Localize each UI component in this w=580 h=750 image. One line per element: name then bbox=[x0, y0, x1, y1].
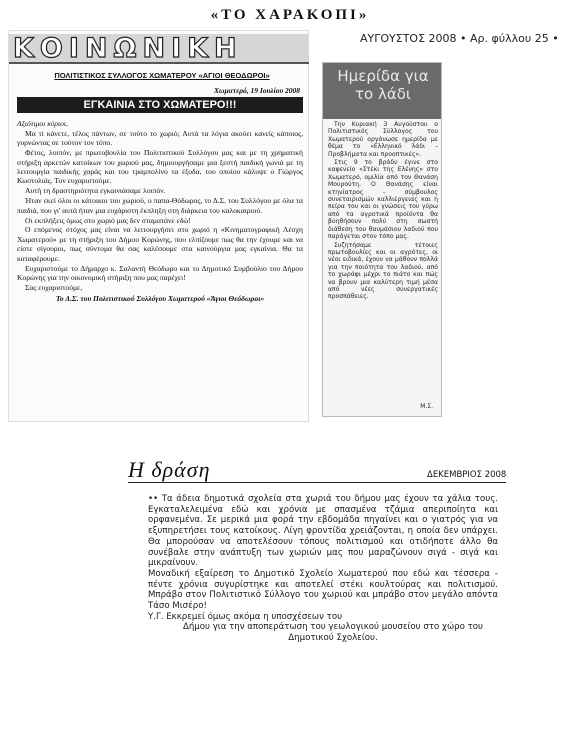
article-clipping-olive-oil bbox=[322, 62, 442, 417]
paragraph: Ο επόμενος στόχος μας είναι να λειτουργήσει στο χωριό η «Κινηματογραφική Λέσχη Χωματερού» με τη στήριξη του Δήμου Κορώνης, που ελπίζουμε πως θα την έχουμε και να είστε σίγουροι, πως σύντομα θα σας καλέσουμε στα καινούργια μας εγκαίνια. Θα τα καταφέρουμε. bbox=[17, 225, 303, 263]
article-clipping-schools bbox=[140, 486, 510, 736]
paragraph: Δήμου για την αποπεράτωση του γεωλογικού μουσείου στο χώρο του Δημοτικού Σχολείου. bbox=[182, 622, 484, 644]
issue-line: ΑΥΓΟΥΣΤΟΣ 2008 • Αρ. φύλλου 25 • bbox=[360, 32, 559, 45]
paragraph: Υ.Γ. Εκκρεμεί όμως ακόμα η υποσχέσεων του bbox=[148, 611, 343, 622]
paragraph: Μοναδική εξαίρεση το Δημοτικό Σχολείο Χωματερού που εδώ και τέσσερα - πέντε χρόνια συγυρίστηκε και αποτελεί στέκι κουλτούρας και πολιτισμού. Μπράβο στον Πολιτιστικό Σύλλογο του χωριού και μπράβο στον μεγάλο απόντα Τάσο Μισέρο! bbox=[148, 568, 498, 612]
paragraph: Οι εκπλήξεις όμως στο χωριό μας δεν σταματάνε εδώ! bbox=[25, 215, 191, 225]
dateline: Χωματερό, 19 Ιουλίου 2008 bbox=[214, 86, 300, 95]
divider bbox=[128, 482, 506, 483]
paragraph: •• Τα άδεια δημοτικά σχολεία στα χωριά του δήμου μας έχουν τα χάλια τους. Εγκαταλελειμένα εδώ και χρόνια με σπασμένα τζάμια απεριποίητα και ορφανεμένα. Σε μερικά μια φορά την εβδομάδα πηγαίνει και ο γιατρός για να εξυπηρετήσει τους κατοίκους. Λίγη φροντίδα χρειάζονται, η οποία δεν υπάρχει. Θα μπορούσαν να αποτελέσουν τόπους πολιτισμού και οτιδήποτε άλλο θα συνέβαλε στην ανάπτυξη των χωριών μας που μαραζώνουν σιγά - σιγά και μικραίνουν. bbox=[148, 494, 498, 569]
newspaper-title: «ΤΟ ΧΑΡΑΚΟΠΙ» bbox=[210, 7, 370, 23]
article-signature: Το Δ.Σ. του Πολιτιστικού Συλλόγου Χωματερού «Άγιοι Θεόδωροι» bbox=[55, 294, 265, 304]
clipping-signature: Μ.Σ. bbox=[420, 403, 433, 410]
paragraph: Μα τί κάνετε, τέλος πάντων, σε τούτο το χωριό; Αυτά τα λόγια ακούει κανείς κάποιος, γυρνώντας σε τούτον τον τόπο. bbox=[17, 128, 303, 148]
drasi-date: ΔΕΚΕΜΒΡΙΟΣ 2008 bbox=[427, 470, 507, 480]
article-clipping-inauguration bbox=[8, 30, 309, 422]
article-headline: ΕΓΚΑΙΝΙΑ ΣΤΟ ΧΩΜΑΤΕΡΟ!!! bbox=[17, 97, 303, 113]
paragraph: Αυτή τη δραστηριότητα εγκαινιάσαμε λοιπόν. bbox=[25, 186, 166, 196]
section-title: ΚΟΙΝΩΝΙΚΗ bbox=[13, 34, 243, 64]
clipping-body bbox=[148, 494, 498, 644]
masthead bbox=[0, 0, 580, 30]
paragraph: Σας ευχαριστούμε, bbox=[25, 282, 83, 292]
section-banner bbox=[9, 34, 309, 64]
paragraph: Συζητήσαμε τέτοιες πρωτοβουλίες και οι αγρότες, οι νέοι ειδικά, έχουν να μάθουν πολλά για την ποιότητα του λαδιού, από το χωράφι μέχρι το πιάτο και πώς να βρουν μια καλύτερη τιμή μέσα από νέες συνεργατικές προσπάθειες. bbox=[328, 241, 438, 301]
article-body bbox=[17, 119, 303, 304]
clipping-title: Ημερίδα για το λάδι bbox=[337, 67, 429, 103]
greeting: Αξιότιμοι κύριοι, bbox=[17, 119, 68, 128]
paragraph: Την Κυριακή 3 Αυγούστου ο Πολιτιστικός Σύλλογος του Χωματερού οργάνωσε ημερίδα με θέμα το «Ελληνικό λάδι – Προβλήματα και προοπτικές». bbox=[328, 121, 438, 158]
association-name: ΠΟΛΙΤΙΣΤΙΚΟΣ ΣΥΛΛΟΓΟΣ ΧΩΜΑΤΕΡΟΥ «ΑΓΙΟΙ ΘΕΟΔΩΡΟΙ» bbox=[54, 71, 270, 80]
paragraph: Στις 9 το βράδυ έγινε στο καφενείο «Στέκι της Ελένης» στο Χωματερό, ομιλία από τον Θανάση Μουρούτη. Ο Θανάσης είναι κτηνίατρος - σύμβουλος συνεταιρισμών καλλιέργειας και η πείρα του και οι γνώσεις του γύρω από τα αγροτικά προϊόντα θα βοηθήσουν πολύ στη σωστή διάθεση του θαυμάσιου λαδιού που παράγεται στον τόπο μας. bbox=[328, 159, 438, 241]
clipping-body bbox=[328, 121, 438, 302]
paragraph: Ευχαριστούμε το Δήμαρχο κ. Σαλαντή Θεόδωρο και το Δημοτικό Συμβούλιο του Δήμου Κορώνης για την οικονομική στήριξη που μας παρέχει! bbox=[17, 263, 303, 282]
paragraph: Φέτος, λοιπόν, με πρωτοβουλία του Πολιτιστικού Συλλόγου μας και με τη χρηματική στήριξη αρκετών κατοίκων του χωριού μας, δημιουργήσαμε μια ξεστή παιδική γωνιά με τη λειτουργία παιδικής χαράς και του τραμπολίνο τα έξοδα, του οποίου κάλυψε ο Γιώργος Κωστολιάς. Τον ευχαριστούμε. bbox=[17, 148, 303, 186]
paragraph: Ήταν εκεί όλοι οι κάτοικοι του χωριού, ο παπα-Θόδωρος, το Δ.Σ. του Συλλόγου με όλα τα παιδιά, που γι' αυτά ήταν μια ευχάριστη έκπληξη στη διάρκεια του καλοκαιριού. bbox=[17, 196, 303, 215]
drasi-title: Η δράση bbox=[128, 457, 211, 482]
